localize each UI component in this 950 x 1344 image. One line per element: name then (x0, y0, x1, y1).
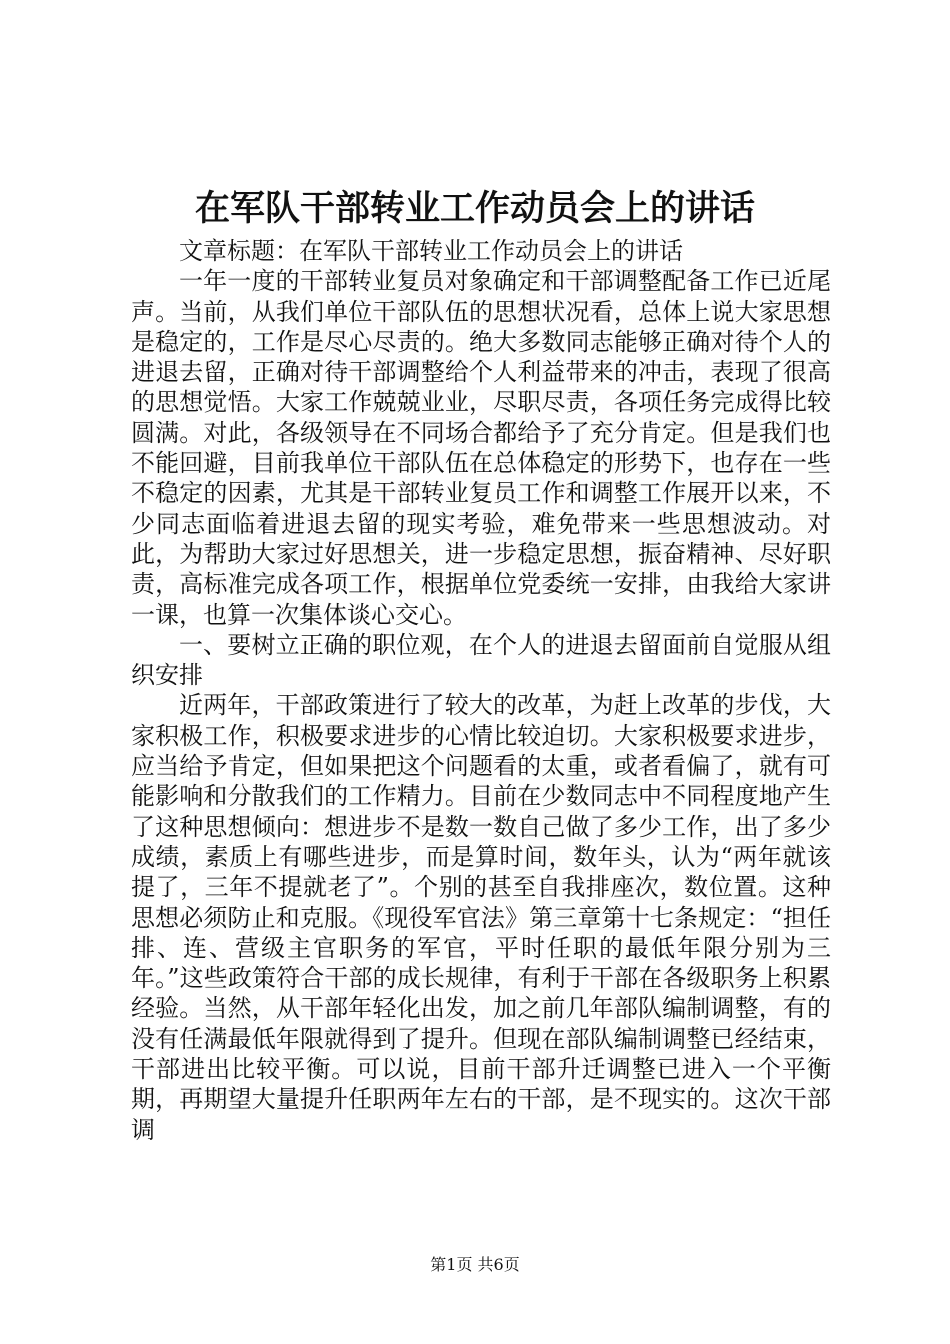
article-title-line: 文章标题：在军队干部转业工作动员会上的讲话 (179, 237, 683, 265)
paragraph-intro: 一年一度的干部转业复员对象确定和干部调整配备工作已近尾声。当前，从我们单位干部队伍的思想状况看，总体上说大家思想是稳定的，工作是尽心尽责的。绝大多数同志能够正确对待个人的进退去留，正确对待干部调整给个人利益带来的冲击，表现了很高的思想觉悟。大家工作兢兢业业，尽职尽责，各项任务完成得比较圆满。对此，各级领导在不同场合都给予了充分肯定。但是我们也不能回避，目前我单位干部队伍在总体稳定的形势下，也存在一些不稳定的因素，尤其是干部转业复员工作和调整工作展开以来，不少同志面临着进退去留的现实考验，难免带来一些思想波动。对此，为帮助大家过好思想关，进一步稳定思想，振奋精神、尽好职责，高标准完成各项工作，根据单位党委统一安排，由我给大家讲一课，也算一次集体谈心交心。 (131, 267, 831, 629)
paragraph-section-1: 近两年，干部政策进行了较大的改革，为赶上改革的步伐，大家积极工作，积极要求进步的心情比较迫切。大家积极要求进步，应当给予肯定，但如果把这个问题看的太重，或者看偏了，就有可能影响和分散我们的工作精力。目前在少数同志中不同程度地产生了这种思想倾向：想进步不是数一数自己做了多少工作，出了多少成绩，素质上有哪些进步，而是算时间，数年头，认为“两年就该提了，三年不提就老了”。个别的甚至自我排座次，数位置。这种思想必须防止和克服。《现役军官法》第三章第十七条规定：“担任排、连、营级主官职务的军官，平时任职的最低年限分别为三年。”这些政策符合干部的成长规律，有利于干部在各级职务上积累经验。当然，从干部年轻化出发，加之前几年部队编制调整，有的没有任满最低年限就得到了提升。但现在部队编制调整已经结束，干部进出比较平衡。可以说，目前干部升迁调整已进入一个平衡期，再期望大量提升任职两年左右的干部，是不现实的。这次干部调 (131, 691, 831, 1144)
page-footer: 第1页 共6页 (430, 1255, 520, 1274)
document-title: 在军队干部转业工作动员会上的讲话 (194, 188, 755, 229)
section-heading-1: 一、要树立正确的职位观，在个人的进退去留面前自觉服从组织安排 (131, 630, 831, 690)
document-body (131, 236, 831, 1145)
